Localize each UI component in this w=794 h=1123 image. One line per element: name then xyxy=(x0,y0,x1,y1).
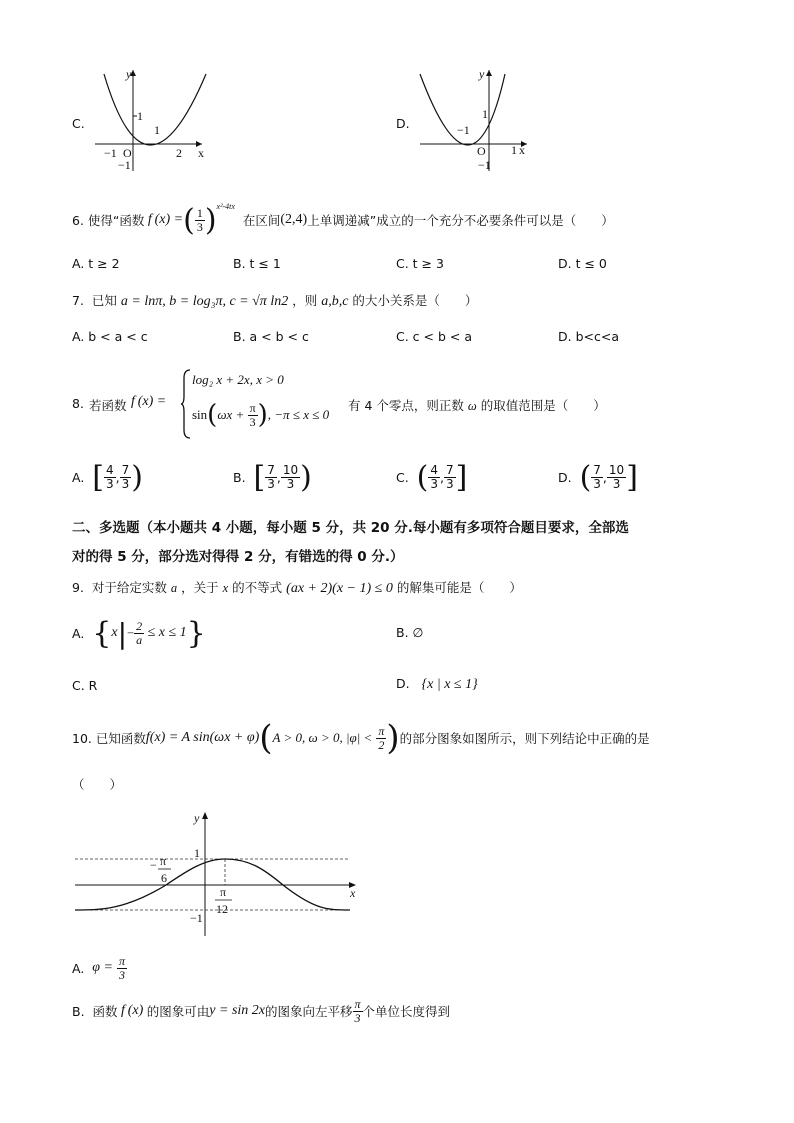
tick-1-y-10: 1 xyxy=(194,846,200,860)
q10-option-b[interactable]: B. 函数 f (x) 的图象可由 y = sin 2x 的图象向左平移 $\frac{\pi}{3}$ 个单位长度得到 xyxy=(72,996,451,1025)
q7-option-a[interactable]: A. b < a < c xyxy=(72,329,148,344)
q10-answer-paren: （ ） xyxy=(72,777,123,792)
q8-case1: log₂ x + 2x, x > 0 xyxy=(192,372,284,387)
tick-neg1-y-c: −1 xyxy=(118,158,131,172)
q6-option-b[interactable]: B. t ≤ 1 xyxy=(233,256,281,271)
q7-text-b: ，则 xyxy=(292,293,318,308)
tick-pi12-den: 12 xyxy=(216,902,228,916)
q6-suffix: 上单调递减”成立的一个充分不必要条件可以是（ ） xyxy=(307,213,614,228)
tick-1-y-d: 1 xyxy=(482,107,488,121)
q10-text2: 的部分图象如图所示，则下列结论中正确的是 xyxy=(399,731,650,746)
q8-case2-tail: , −π ≤ x ≤ 0 xyxy=(267,407,330,422)
tick-pi12-num: π xyxy=(220,885,227,899)
q9-text4: 的解集可能是（ ） xyxy=(396,580,522,595)
tick-1-x-d: 1 xyxy=(511,143,517,157)
q9-var-x: x xyxy=(222,581,229,595)
q6-option-c[interactable]: C. t ≥ 3 xyxy=(396,256,444,271)
tick-neg-pi6-num: π xyxy=(160,854,167,868)
q7-text-c: 的大小关系是（ ） xyxy=(352,293,478,308)
graph-option-c xyxy=(90,66,210,176)
tick-neg1-y-10: −1 xyxy=(190,911,203,925)
q6-option-a[interactable]: A. t ≥ 2 xyxy=(72,256,120,271)
q8-brace xyxy=(180,368,192,440)
q8-suffix: 有 4 个零点，则正数 xyxy=(348,398,464,413)
q7-number: 7. xyxy=(72,293,84,308)
question-10: 10. 已知函数 f(x) = A sin(ωx + φ) ( A > 0, ω > 0, |φ| < $\frac{\pi}{2}$ ) 的部分图象如图所示，则下列结论中正确的是 xyxy=(72,718,650,758)
q8-prefix: 若函数 xyxy=(89,398,127,413)
q9-text3: 的不等式 xyxy=(232,580,283,595)
tick-2-x-c: 2 xyxy=(176,146,182,160)
q8-case2: sin ( ωx + $\frac{\pi}{3}$ ) , −π ≤ x ≤ 0 xyxy=(192,400,330,430)
origin-d: O xyxy=(477,144,486,158)
axis-x-label-c: x xyxy=(198,146,204,160)
q9-inequality: (ax + 2)(x − 1) ≤ 0 xyxy=(286,581,393,596)
q6-number: 6. xyxy=(72,212,84,228)
q9-text2: ，关于 xyxy=(181,580,219,595)
option-c-label: C. xyxy=(72,116,85,131)
q10-text: 已知函数 xyxy=(95,731,146,746)
q9-number: 9. xyxy=(72,580,84,595)
q7-option-d[interactable]: D. b<c<a xyxy=(558,329,619,344)
tick-neg1-y-d: −1 xyxy=(478,158,491,172)
q6-prefix: 使得“函数 xyxy=(87,213,145,228)
q6-mid: 在区间 xyxy=(242,213,281,228)
q7-option-c[interactable]: C. c < b < a xyxy=(396,329,472,344)
graph-option-d xyxy=(415,66,535,176)
q6-option-d[interactable]: D. t ≤ 0 xyxy=(558,256,607,271)
q7-vars: a,b,c xyxy=(321,294,349,309)
q10-option-a[interactable]: A. φ = $\frac{\pi}{3}$ xyxy=(72,953,125,982)
q7-expr: a = lnπ, b = log₃π, c = √π ln2 xyxy=(120,294,289,309)
q9-text: 对于给定实数 xyxy=(91,580,167,595)
q9-option-c[interactable]: C. R xyxy=(72,678,98,693)
tick-neg-pi6-minus: − xyxy=(150,858,157,872)
q8-suffix-line xyxy=(348,396,606,414)
q9-option-a[interactable]: A. { x | − $\frac{2}{a}$ ≤ x ≤ 1 } xyxy=(72,615,206,651)
q7-text-a: 已知 xyxy=(91,293,117,308)
tick-neg1-x-c: −1 xyxy=(104,146,117,160)
q9-option-d[interactable]: D. {x | x ≤ 1} xyxy=(396,676,478,692)
tick-neg1-x-d: −1 xyxy=(457,123,470,137)
q9-var-a: a xyxy=(170,581,178,595)
q9-option-b[interactable]: B. ∅ xyxy=(396,625,424,640)
q8-option-b[interactable]: B. [ $\frac{7}{3}$ , $\frac{10}{3}$ ) xyxy=(233,459,312,495)
question-7 xyxy=(72,291,477,310)
axis-y-label-10: y xyxy=(194,811,200,825)
tick-neg-pi6-den: 6 xyxy=(161,871,167,885)
q8-option-a[interactable]: A. [ $\frac{4}{3}$ , $\frac{7}{3}$ ) xyxy=(72,459,143,495)
tick-1-x-c: 1 xyxy=(154,123,160,137)
q10-number: 10. xyxy=(72,730,92,746)
section2-line1: 二、多选题（本小题共 4 小题，每小题 5 分，共 20 分.每小题有多项符合题目要求，全部选 xyxy=(72,520,629,536)
q8-omega: ω xyxy=(467,399,477,413)
q10-function: f(x) = A sin(ωx + φ) xyxy=(145,730,260,745)
question-9 xyxy=(72,578,522,597)
q8-option-d[interactable]: D. ( $\frac{7}{3}$ , $\frac{10}{3}$ ] xyxy=(558,459,638,495)
tick-1-y-c: 1 xyxy=(137,109,143,123)
section2-line2: 对的得 5 分，部分选对得得 2 分，有错选的得 0 分.） xyxy=(72,549,404,565)
q6-exponent: x²-4tx xyxy=(216,201,235,211)
q8-suffix2: 的取值范围是（ ） xyxy=(480,398,606,413)
q6-interval: (2,4) xyxy=(280,212,308,227)
question-6: 6. 使得“函数 f (x) = ( $\frac{1}{3}$ ) x²-4tx 在区间 (2,4) 上单调递减”成立的一个充分不必要条件可以是（ ） xyxy=(72,201,614,238)
q8-number: 8. xyxy=(72,396,84,411)
q10-sine-graph xyxy=(70,808,370,938)
option-d-label: D. xyxy=(396,116,410,131)
origin-c: O xyxy=(123,146,132,160)
axis-y-label-c: y xyxy=(126,67,132,81)
axis-x-label-d: x xyxy=(519,143,525,157)
axis-x-label-10: x xyxy=(350,886,356,900)
q7-option-b[interactable]: B. a < b < c xyxy=(233,329,309,344)
q8-option-c[interactable]: C. ( $\frac{4}{3}$ , $\frac{7}{3}$ ] xyxy=(396,459,468,495)
axis-y-label-d: y xyxy=(479,67,485,81)
q10-condition: A > 0, ω > 0, |φ| < xyxy=(272,730,373,745)
